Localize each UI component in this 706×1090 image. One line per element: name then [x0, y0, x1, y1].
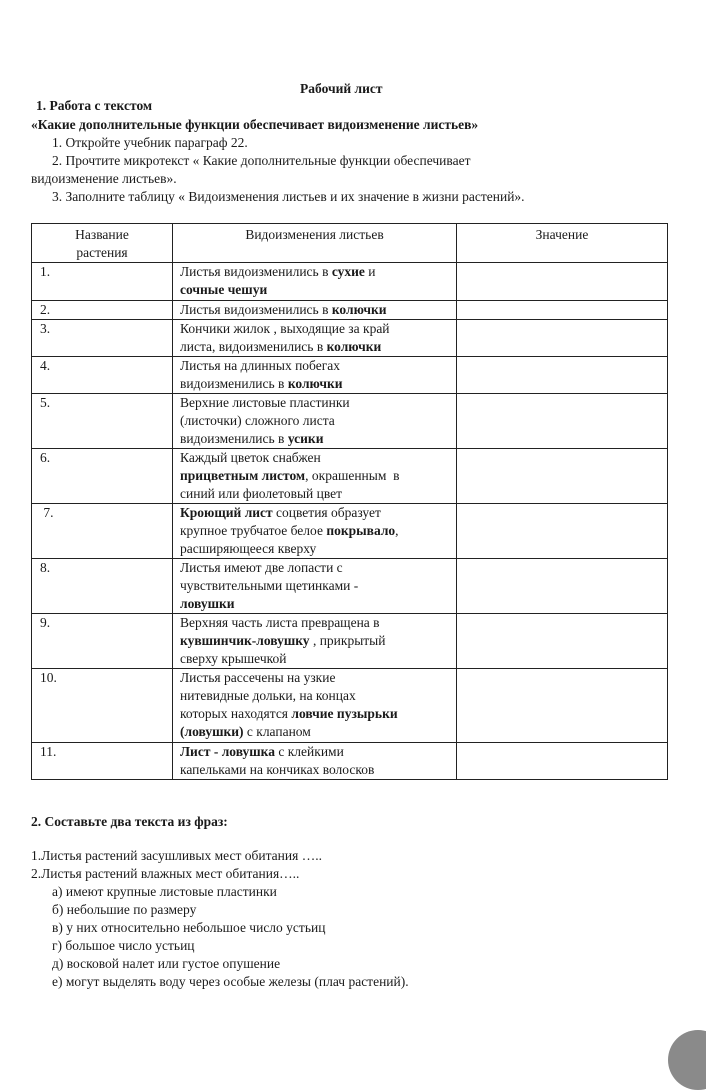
row-number: 3. [32, 320, 173, 357]
row-number: 10. [32, 669, 173, 743]
modification-line [180, 338, 449, 356]
text-fragment: расширяющееся кверху [180, 541, 317, 556]
row-number: 7. [32, 504, 173, 559]
text-fragment: сверху крышечкой [180, 651, 287, 666]
meaning-cell[interactable] [457, 320, 668, 357]
text-fragment: видоизменились в [180, 376, 288, 391]
header-meaning: Значение [457, 224, 668, 263]
text-fragment: Листья рассечены на узкие [180, 670, 336, 685]
text-fragment: Листья имеют две лопасти с [180, 560, 343, 575]
row-number: 6. [32, 449, 173, 504]
meaning-cell[interactable] [457, 357, 668, 394]
modification-line [180, 375, 449, 393]
text-fragment: с клапаном [243, 724, 311, 739]
table-row [32, 559, 668, 614]
meaning-cell[interactable] [457, 669, 668, 743]
modification-line [180, 632, 449, 650]
text-fragment: чувствительными щетинками - [180, 578, 359, 593]
row-number: 11. [32, 743, 173, 780]
text-fragment: , окрашенным в [305, 468, 400, 483]
bold-term: усики [287, 431, 324, 446]
bold-term: сочные чешуи [180, 282, 268, 297]
row-number: 8. [32, 559, 173, 614]
section2-line2: 2.Листья растений влажных мест обитания….. [31, 866, 300, 881]
modification-line [180, 430, 449, 448]
modification-line [180, 577, 449, 595]
header-modifications: Видоизменения листьев [173, 224, 457, 263]
modification-line [180, 449, 449, 467]
option-a: а) имеют крупные листовые пластинки [52, 884, 277, 899]
option-c: в) у них относительно небольшое число устьиц [52, 920, 326, 935]
text-fragment: Верхние листовые пластинки [180, 395, 350, 410]
instruction-step2-line2: видоизменение листьев». [31, 171, 177, 186]
text-fragment: , прикрытый [309, 633, 386, 648]
header-plant-name-line2: растения [76, 245, 128, 260]
modification-cell [173, 743, 457, 780]
text-fragment: и [364, 264, 376, 279]
modification-line [180, 669, 449, 687]
bold-term: Кроющий лист [180, 505, 273, 520]
table-row [32, 669, 668, 743]
text-fragment: Листья видоизменились в [180, 264, 332, 279]
modification-line [180, 394, 449, 412]
text-fragment: , [395, 523, 399, 538]
modification-line [180, 614, 449, 632]
text-fragment: видоизменились в [180, 431, 288, 446]
table-row [32, 357, 668, 394]
text-fragment: которых находятся [180, 706, 292, 721]
page-title: Рабочий лист [300, 81, 383, 96]
modification-cell [173, 614, 457, 669]
table-row [32, 504, 668, 559]
modification-line [180, 687, 449, 705]
table-body [32, 263, 668, 780]
text-fragment: синий или фиолетовый цвет [180, 486, 343, 501]
bold-term: колючки [287, 376, 343, 391]
modification-line [180, 743, 449, 761]
section2-line1: 1.Листья растений засушливых мест обитания ….. [31, 848, 322, 863]
text-fragment: крупное трубчатое белое [180, 523, 327, 538]
text-fragment: Каждый цветок снабжен [180, 450, 321, 465]
text-fragment: листа, видоизменились в [180, 339, 327, 354]
table-row [32, 263, 668, 301]
bold-term: кувшинчик-ловушку [180, 633, 310, 648]
modification-line [180, 723, 449, 741]
section2-heading: 2. Составьте два текста из фраз: [31, 814, 228, 829]
table-header-row [32, 224, 668, 263]
row-number: 1. [32, 263, 173, 301]
bold-term: сухие [331, 264, 365, 279]
modification-cell [173, 669, 457, 743]
meaning-cell[interactable] [457, 394, 668, 449]
bold-term: Лист - ловушка [180, 744, 275, 759]
text-fragment: (листочки) сложного листа [180, 413, 335, 428]
bold-term: колючки [331, 302, 387, 317]
option-d: г) большое число устьиц [52, 938, 195, 953]
section1-subheading: «Какие дополнительные функции обеспечивает видоизменение листьев» [31, 117, 479, 132]
modification-line [180, 595, 449, 613]
modification-line [180, 467, 449, 485]
modification-line [180, 504, 449, 522]
table-row [32, 743, 668, 780]
bold-term: ловчие пузырьки [291, 706, 398, 721]
meaning-cell[interactable] [457, 263, 668, 301]
header-plant-name [32, 224, 173, 263]
bold-term: ловушки [180, 596, 235, 611]
modification-cell [173, 449, 457, 504]
leaf-modifications-table [31, 223, 668, 780]
modification-cell [173, 320, 457, 357]
option-f: е) могут выделять воду через особые железы (плач растений). [52, 974, 409, 989]
table-row [32, 301, 668, 320]
bold-term: покрывало [326, 523, 396, 538]
modification-line [180, 485, 449, 503]
instruction-step3: 3. Заполните таблицу « Видоизменения листьев и их значение в жизни растений». [52, 189, 525, 204]
option-e: д) восковой налет или густое опушение [52, 956, 281, 971]
modification-cell [173, 504, 457, 559]
modification-cell [173, 263, 457, 301]
modification-line [180, 540, 449, 558]
modification-line [180, 357, 449, 375]
text-fragment: Листья видоизменились в [180, 302, 332, 317]
table-row [32, 449, 668, 504]
text-fragment: нитевидные дольки, на концах [180, 688, 356, 703]
row-number: 9. [32, 614, 173, 669]
modification-line [180, 412, 449, 430]
text-fragment: Листья на длинных побегах [180, 358, 341, 373]
modification-cell [173, 301, 457, 320]
text-fragment: Кончики жилок , выходящие за край [180, 321, 390, 336]
text-fragment: с клейкими [275, 744, 344, 759]
meaning-cell[interactable] [457, 449, 668, 504]
bold-term: колючки [326, 339, 382, 354]
meaning-cell[interactable] [457, 504, 668, 559]
section1-heading: 1. Работа с текстом [36, 98, 153, 113]
modification-line [180, 650, 449, 668]
option-b: б) небольшие по размеру [52, 902, 197, 917]
modification-line [180, 320, 449, 338]
table-row [32, 614, 668, 669]
meaning-cell[interactable] [457, 301, 668, 320]
modification-line [180, 559, 449, 577]
meaning-cell[interactable] [457, 614, 668, 669]
modification-line [180, 263, 449, 281]
modification-line [180, 281, 449, 299]
meaning-cell[interactable] [457, 743, 668, 780]
modification-line [180, 301, 449, 319]
modification-line [180, 761, 449, 779]
meaning-cell[interactable] [457, 559, 668, 614]
modification-cell [173, 357, 457, 394]
text-fragment: Верхняя часть листа превращена в [180, 615, 380, 630]
header-plant-name-line1: Название [75, 227, 129, 242]
table-row [32, 320, 668, 357]
table-row [32, 394, 668, 449]
modification-cell [173, 394, 457, 449]
floating-action-circle[interactable] [668, 1030, 706, 1090]
modification-line [180, 522, 449, 540]
instruction-step2-line1: 2. Прочтите микротекст « Какие дополнительные функции обеспечивает [52, 153, 471, 168]
row-number: 5. [32, 394, 173, 449]
row-number: 2. [32, 301, 173, 320]
text-fragment: капельками на кончиках волосков [180, 762, 375, 777]
row-number: 4. [32, 357, 173, 394]
instruction-step1: 1. Откройте учебник параграф 22. [52, 135, 248, 150]
text-fragment: соцветия образует [272, 505, 381, 520]
bold-term: прицветным листом [180, 468, 306, 483]
bold-term: (ловушки) [180, 724, 244, 739]
modification-line [180, 705, 449, 723]
modification-cell [173, 559, 457, 614]
